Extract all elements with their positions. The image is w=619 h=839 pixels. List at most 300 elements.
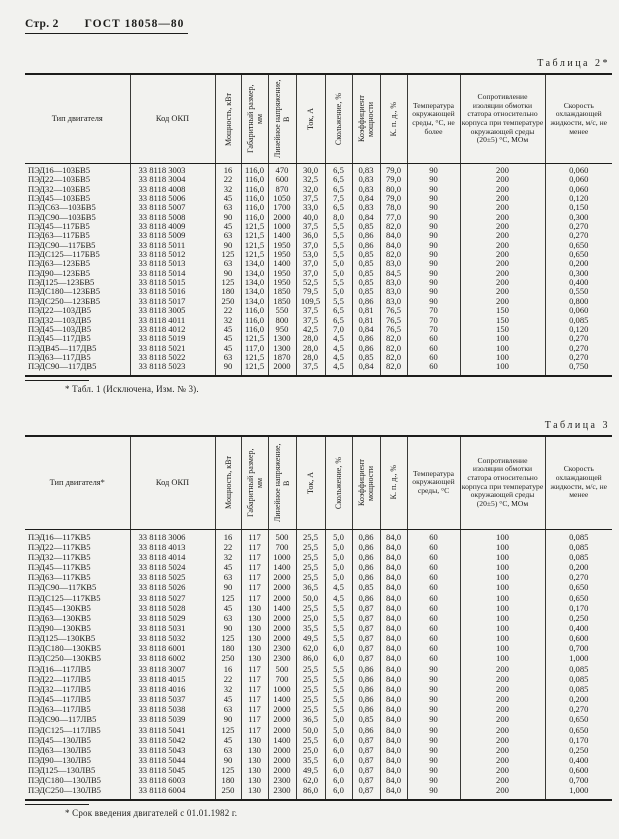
cell: 90 (407, 278, 460, 287)
cell-motor-type: ПЭД45—117ДВ5 (28, 334, 91, 344)
cell: 0,650 (545, 582, 612, 592)
cell: 1400 (268, 694, 296, 704)
cell: 5,5 (325, 241, 352, 250)
cell: 90 (407, 164, 460, 176)
cell: 90 (215, 623, 241, 633)
cell: 0,87 (352, 785, 380, 799)
cell: 0,085 (545, 552, 612, 562)
cell-motor-type: ПЭД16—117КВ5 (28, 531, 91, 542)
cell: 100 (460, 529, 545, 542)
cell: 5,5 (325, 623, 352, 633)
table-row (25, 306, 612, 315)
cell: 200 (460, 785, 545, 799)
cell: 150 (460, 316, 545, 325)
cell: 2300 (268, 785, 296, 799)
cell: 40,0 (296, 213, 325, 222)
cell: 2000 (268, 593, 296, 603)
table3-footnote: * Срок введения двигателей с 01.01.1982 г. (65, 807, 238, 818)
table-row (25, 297, 612, 306)
cell: 125 (215, 278, 241, 287)
cell: 82,0 (380, 334, 407, 343)
cell: 200 (460, 664, 545, 674)
cell: 130 (241, 643, 268, 653)
cell: 22 (215, 306, 241, 315)
cell: 1850 (268, 287, 296, 296)
cell: 0,700 (545, 775, 612, 785)
cell: 84,0 (380, 735, 407, 745)
cell: 0,085 (545, 542, 612, 552)
cell: 0,86 (352, 529, 380, 542)
cell: 0,84 (352, 194, 380, 203)
cell: 84,0 (380, 633, 407, 643)
cell: 200 (460, 674, 545, 684)
cell: 0,120 (545, 194, 612, 203)
cell: 200 (460, 164, 545, 176)
cell: 1000 (268, 552, 296, 562)
cell: 0,270 (545, 344, 612, 353)
cell: 90 (407, 231, 460, 240)
cell-motor-type: ПЭД22—117КВ5 (28, 541, 91, 552)
cell: 0,650 (545, 593, 612, 603)
cell: 0,87 (352, 603, 380, 613)
cell-motor-type: ПЭД63—130КВ5 (28, 612, 91, 623)
col-ambient-temp: Температура окружающей среды, °С (407, 436, 460, 530)
cell: 90 (407, 185, 460, 194)
cell: 121,5 (241, 231, 268, 240)
cell: 200 (460, 714, 545, 724)
cell: 200 (460, 231, 545, 240)
cell: 550 (268, 306, 296, 315)
cell: 0,85 (352, 250, 380, 259)
cell: 5,5 (325, 633, 352, 643)
cell: 90 (407, 755, 460, 765)
cell: 0,170 (545, 735, 612, 745)
cell: 250 (215, 653, 241, 663)
col-efficiency: К. п. д., % (380, 74, 407, 164)
cell: 0,86 (352, 674, 380, 684)
table-row (25, 175, 612, 184)
table2-footnote: * Табл. 1 (Исключена, Изм. № 3). (65, 383, 199, 394)
cell: 33 8118 5025 (130, 572, 215, 582)
cell: 79,0 (380, 164, 407, 176)
cell: 53,0 (296, 250, 325, 259)
cell: 1850 (268, 297, 296, 306)
cell: 0,085 (545, 674, 612, 684)
cell: 0,060 (545, 306, 612, 315)
col-okp-code: Код ОКП (130, 74, 215, 164)
cell: 45 (215, 344, 241, 353)
table3-header-row (25, 436, 612, 530)
cell: 0,060 (545, 185, 612, 194)
cell: 0,400 (545, 623, 612, 633)
cell-motor-type: ПЭД63—130ЛВ5 (28, 744, 91, 755)
cell: 100 (460, 643, 545, 653)
cell: 83,0 (380, 297, 407, 306)
cell: 33 8118 6002 (130, 653, 215, 663)
cell: 84,0 (380, 231, 407, 240)
table-row (25, 344, 612, 353)
cell: 76,5 (380, 325, 407, 334)
cell: 5,5 (325, 603, 352, 613)
cell: 0,550 (545, 287, 612, 296)
cell: 0,85 (352, 222, 380, 231)
cell: 500 (268, 664, 296, 674)
cell: 0,250 (545, 613, 612, 623)
cell: 180 (215, 287, 241, 296)
col-slip: Скольжение, % (325, 436, 352, 530)
col-insulation-resistance: Сопротивление изоляции обмотки статора относительно корпуса при температуре окружающей среды (20±5) °С, МОм (460, 436, 545, 530)
cell: 84,0 (380, 623, 407, 633)
cell: 0,86 (352, 664, 380, 674)
table-row (25, 287, 612, 296)
cell: 84,0 (380, 241, 407, 250)
table3-caption: Таблица 3 (544, 419, 610, 431)
cell: 5,0 (325, 572, 352, 582)
table-row (25, 653, 612, 663)
cell: 134,0 (241, 259, 268, 268)
cell: 6,0 (325, 653, 352, 663)
col-current: Ток, А (296, 74, 325, 164)
cell: 0,400 (545, 278, 612, 287)
cell: 0,085 (545, 684, 612, 694)
cell: 42,5 (296, 325, 325, 334)
cell-motor-type: ПЭД22—103БВ5 (28, 175, 91, 185)
cell: 5,0 (325, 552, 352, 562)
cell: 16 (215, 529, 241, 542)
table-row (25, 325, 612, 334)
cell: 33 8118 5013 (130, 259, 215, 268)
cell: 180 (215, 643, 241, 653)
cell: 70 (407, 316, 460, 325)
cell: 82,0 (380, 353, 407, 362)
table-row (25, 194, 612, 203)
cell: 117 (241, 552, 268, 562)
cell: 0,87 (352, 755, 380, 765)
cell: 2000 (268, 582, 296, 592)
cell: 600 (268, 175, 296, 184)
cell: 86,0 (296, 785, 325, 799)
cell: 150 (460, 325, 545, 334)
cell-motor-type: ПЭДС125—117ЛВ5 (28, 724, 101, 735)
cell: 45 (215, 694, 241, 704)
cell: 125 (215, 633, 241, 643)
cell: 130 (241, 603, 268, 613)
cell: 2300 (268, 643, 296, 653)
cell: 0,270 (545, 334, 612, 343)
cell: 0,600 (545, 765, 612, 775)
cell: 60 (407, 643, 460, 653)
cell: 0,650 (545, 241, 612, 250)
cell: 80,0 (380, 185, 407, 194)
cell: 117 (241, 529, 268, 542)
cell: 0,87 (352, 643, 380, 653)
cell: 100 (460, 653, 545, 663)
table-row (25, 775, 612, 785)
cell: 25,5 (296, 684, 325, 694)
cell: 2300 (268, 775, 296, 785)
cell-motor-type: ПЭДС250—130КВ5 (28, 653, 101, 664)
cell: 0,87 (352, 765, 380, 775)
cell: 25,5 (296, 603, 325, 613)
cell: 84,0 (380, 552, 407, 562)
cell: 100 (460, 603, 545, 613)
cell: 36,5 (296, 582, 325, 592)
cell: 100 (460, 593, 545, 603)
cell-motor-type: ПЭД22—103ДВ5 (28, 306, 91, 316)
cell: 25,5 (296, 552, 325, 562)
cell: 60 (407, 633, 460, 643)
cell: 6,0 (325, 643, 352, 653)
cell: 0,85 (352, 582, 380, 592)
cell: 60 (407, 613, 460, 623)
cell: 0,87 (352, 633, 380, 643)
cell: 78,0 (380, 203, 407, 212)
cell: 37,5 (296, 306, 325, 315)
cell: 33 8118 5032 (130, 633, 215, 643)
col-efficiency: К. п. д., % (380, 436, 407, 530)
table-row (25, 664, 612, 674)
cell: 2000 (268, 633, 296, 643)
cell-motor-type: ПЭДС180—130ЛВ5 (28, 775, 101, 786)
cell: 32,5 (296, 175, 325, 184)
cell: 60 (407, 572, 460, 582)
cell: 84,0 (380, 694, 407, 704)
cell: 200 (460, 259, 545, 268)
cell: 0,85 (352, 259, 380, 268)
cell: 200 (460, 250, 545, 259)
cell: 90 (407, 725, 460, 735)
cell: 4,5 (325, 362, 352, 375)
cell-motor-type: ПЭДС250—130ЛВ5 (28, 785, 101, 796)
cell: 84,0 (380, 643, 407, 653)
cell: 0,170 (545, 603, 612, 613)
cell: 0,86 (352, 725, 380, 735)
table-row (25, 203, 612, 212)
cell: 0,86 (352, 231, 380, 240)
table-row (25, 353, 612, 362)
cell: 0,87 (352, 745, 380, 755)
cell: 28,0 (296, 344, 325, 353)
cell: 200 (460, 269, 545, 278)
cell: 130 (241, 613, 268, 623)
cell: 0,085 (545, 664, 612, 674)
cell: 84,0 (380, 745, 407, 755)
cell: 32,0 (296, 185, 325, 194)
cell: 84,0 (380, 765, 407, 775)
cell: 116,0 (241, 175, 268, 184)
cell: 60 (407, 362, 460, 375)
cell: 6,0 (325, 765, 352, 775)
cell: 250 (215, 297, 241, 306)
table-row (25, 185, 612, 194)
cell: 0,86 (352, 572, 380, 582)
cell: 0,270 (545, 353, 612, 362)
cell: 116,0 (241, 213, 268, 222)
cell: 700 (268, 674, 296, 684)
cell: 8,0 (325, 213, 352, 222)
cell: 33 8118 5021 (130, 344, 215, 353)
cell: 63 (215, 203, 241, 212)
table-row (25, 552, 612, 562)
col-insulation-resistance: Сопротивление изоляции обмотки статора относительно корпуса при температуре окружающей среды (20±5) °С, МОм (460, 74, 545, 164)
cell: 116,0 (241, 306, 268, 315)
cell: 0,87 (352, 623, 380, 633)
cell: 121,5 (241, 362, 268, 375)
cell: 90 (215, 755, 241, 765)
cell: 1,000 (545, 785, 612, 799)
cell-motor-type: ПЭДС90—117ЛВ5 (28, 714, 97, 725)
cell: 90 (407, 765, 460, 775)
cell: 33 8118 6004 (130, 785, 215, 799)
cell: 6,5 (325, 164, 352, 176)
cell: 25,5 (296, 542, 325, 552)
table-row (25, 765, 612, 775)
cell: 0,86 (352, 542, 380, 552)
table-row (25, 582, 612, 592)
cell: 5,0 (325, 542, 352, 552)
table-row (25, 213, 612, 222)
cell: 2000 (268, 613, 296, 623)
cell: 0,120 (545, 325, 612, 334)
cell: 130 (241, 765, 268, 775)
cell: 63 (215, 704, 241, 714)
cell: 116,0 (241, 316, 268, 325)
cell: 33 8118 5037 (130, 694, 215, 704)
cell: 32 (215, 185, 241, 194)
cell: 0,87 (352, 775, 380, 785)
cell: 33 8118 5014 (130, 269, 215, 278)
cell: 100 (460, 334, 545, 343)
cell: 121,5 (241, 250, 268, 259)
cell: 200 (460, 175, 545, 184)
cell: 62,0 (296, 643, 325, 653)
col-motor-type: Тип двигателя (25, 74, 130, 164)
cell: 84,0 (380, 529, 407, 542)
cell: 84,0 (380, 714, 407, 724)
cell: 84,0 (380, 653, 407, 663)
cell: 0,86 (352, 694, 380, 704)
cell: 90 (215, 241, 241, 250)
cell: 0,83 (352, 164, 380, 176)
cell: 2000 (268, 704, 296, 714)
cell: 5,5 (325, 694, 352, 704)
cell: 100 (460, 623, 545, 633)
cell: 63 (215, 745, 241, 755)
cell: 130 (241, 745, 268, 755)
cell: 90 (407, 241, 460, 250)
cell: 60 (407, 562, 460, 572)
cell: 250 (215, 785, 241, 799)
cell: 25,5 (296, 694, 325, 704)
cell-motor-type: ПЭДВ45—117ДВ5 (28, 343, 97, 353)
cell: 200 (460, 185, 545, 194)
cell: 0,86 (352, 344, 380, 353)
cell: 33 8118 5007 (130, 203, 215, 212)
cell: 90 (407, 194, 460, 203)
cell: 200 (460, 203, 545, 212)
cell-motor-type: ПЭД63—117БВ5 (28, 231, 90, 241)
cell: 6,5 (325, 185, 352, 194)
cell: 0,81 (352, 316, 380, 325)
cell: 200 (460, 278, 545, 287)
cell: 33 8118 5006 (130, 194, 215, 203)
cell: 33 8118 4012 (130, 325, 215, 334)
cell: 2000 (268, 213, 296, 222)
col-power: Мощность, кВт (215, 74, 241, 164)
cell: 117 (241, 542, 268, 552)
cell: 125 (215, 765, 241, 775)
cell: 1300 (268, 334, 296, 343)
table-row (25, 562, 612, 572)
cell: 45 (215, 194, 241, 203)
cell: 2000 (268, 725, 296, 735)
cell: 116,0 (241, 194, 268, 203)
cell: 109,5 (296, 297, 325, 306)
cell: 200 (460, 765, 545, 775)
cell: 117 (241, 704, 268, 714)
cell: 33 8118 6001 (130, 643, 215, 653)
cell: 33 8118 5045 (130, 765, 215, 775)
cell: 33 8118 6003 (130, 775, 215, 785)
cell-motor-type: ПЭД125—123БВ5 (28, 278, 95, 288)
cell: 125 (215, 593, 241, 603)
cell-motor-type: ПЭД125—130КВ5 (28, 633, 96, 644)
cell: 76,5 (380, 306, 407, 315)
cell: 49,5 (296, 633, 325, 643)
table-row (25, 269, 612, 278)
motor-table-2 (25, 73, 612, 377)
cell: 116,0 (241, 203, 268, 212)
cell: 33 8118 5011 (130, 241, 215, 250)
cell: 0,85 (352, 269, 380, 278)
cell: 84,0 (380, 613, 407, 623)
cell: 0,87 (352, 653, 380, 663)
table-row (25, 674, 612, 684)
footnote-rule (25, 380, 89, 381)
cell: 100 (460, 582, 545, 592)
cell: 0,300 (545, 269, 612, 278)
cell: 22 (215, 542, 241, 552)
col-power: Мощность, кВт (215, 436, 241, 530)
table-row (25, 572, 612, 582)
cell: 63 (215, 259, 241, 268)
cell-motor-type: ПЭДС250—123БВ5 (28, 296, 101, 306)
cell: 33 8118 5044 (130, 755, 215, 765)
table-row (25, 241, 612, 250)
col-current: Ток, А (296, 436, 325, 530)
cell: 130 (241, 735, 268, 745)
cell-motor-type: ПЭД45—117ЛВ5 (28, 694, 91, 705)
cell: 60 (407, 334, 460, 343)
cell: 33 8118 4013 (130, 542, 215, 552)
cell: 45 (215, 334, 241, 343)
cell: 117 (241, 714, 268, 724)
cell: 33 8118 5016 (130, 287, 215, 296)
cell: 6,5 (325, 203, 352, 212)
cell: 500 (268, 529, 296, 542)
cell: 90 (407, 714, 460, 724)
cell: 100 (460, 562, 545, 572)
cell: 134,0 (241, 269, 268, 278)
cell: 0,200 (545, 562, 612, 572)
cell: 36,0 (296, 231, 325, 240)
cell: 33 8118 5023 (130, 362, 215, 375)
cell: 4,5 (325, 344, 352, 353)
cell: 100 (460, 353, 545, 362)
cell: 90 (407, 250, 460, 259)
cell: 84,0 (380, 785, 407, 799)
cell: 100 (460, 542, 545, 552)
